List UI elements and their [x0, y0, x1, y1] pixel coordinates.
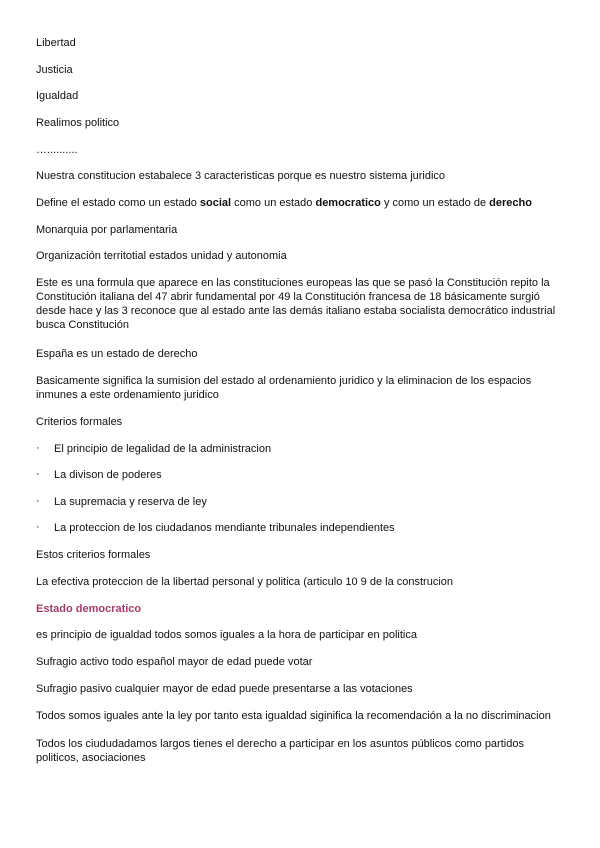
text-line-mixed: [36, 196, 561, 210]
bullet-icon: ·: [36, 495, 40, 507]
text-line: Sufragio pasivo cualquier mayor de edad puede presentarse a las votaciones: [36, 683, 413, 695]
bold-term-social: social: [199, 197, 232, 209]
paragraph: Todos los ciududadamos largos tienes el derecho a participar en los asuntos públicos como partidos politicos, asociaciones: [36, 738, 524, 764]
text-line: …..........: [36, 144, 78, 156]
text-line: España es un estado de derecho: [36, 348, 198, 360]
text-line: Criterios formales: [36, 416, 123, 428]
text-line: Justicia: [36, 64, 73, 76]
paragraph: Este es una formula que aparece en las constituciones europeas las que se pasó la Constitución repito la Constitución italiana del 47 abrir fundamental por 49 la Constitución francesa de 18 básicamente surgió desde hace y las 3 reconoce que al estado ante las demás italiano estaba socialista democrático industrial busca Constitución: [36, 277, 556, 331]
bullet-icon: ·: [36, 442, 40, 454]
list-item: La supremacia y reserva de ley: [54, 496, 207, 508]
text-line: Organización territotial estados unidad y autonomia: [36, 250, 287, 262]
text-line: La efectiva proteccion de la libertad personal y politica (articulo 10 9 de la construcion: [36, 576, 454, 588]
text-line: Estos criterios formales: [36, 549, 151, 561]
text-line: Sufragio activo todo español mayor de edad puede votar: [36, 656, 313, 668]
text-line: Igualdad: [36, 90, 79, 102]
text-segment: como un estado: [231, 197, 316, 209]
paragraph: Basicamente significa la sumision del estado al ordenamiento juridico y la eliminacion de los espacios inmunes a este ordenamiento juridico: [36, 375, 532, 401]
text-line: es principio de igualdad todos somos iguales a la hora de participar en politica: [36, 629, 417, 641]
text-line: Monarquia por parlamentaria: [36, 224, 178, 236]
list-item: El principio de legalidad de la administracion: [54, 443, 272, 455]
bold-term-derecho: derecho: [489, 197, 532, 209]
list-item: La divison de poderes: [54, 469, 162, 481]
section-heading: Estado democratico: [36, 603, 142, 615]
text-line: Realimos politico: [36, 117, 120, 129]
list-item: La proteccion de los ciudadanos mendiante tribunales independientes: [54, 522, 395, 534]
text-line: Libertad: [36, 37, 76, 49]
text-segment: y como un estado de: [380, 197, 490, 209]
text-segment: Define el estado como un estado: [36, 197, 200, 209]
bullet-icon: ·: [36, 468, 40, 480]
bullet-icon: ·: [36, 521, 40, 533]
bold-term-democratico: democratico: [315, 197, 381, 209]
text-line: Nuestra constitucion estabalece 3 caracteristicas porque es nuestro sistema juridico: [36, 170, 446, 182]
text-line: Todos somos iguales ante la ley por tanto esta igualdad siginifica la recomendación a la no discriminacion: [36, 710, 551, 722]
